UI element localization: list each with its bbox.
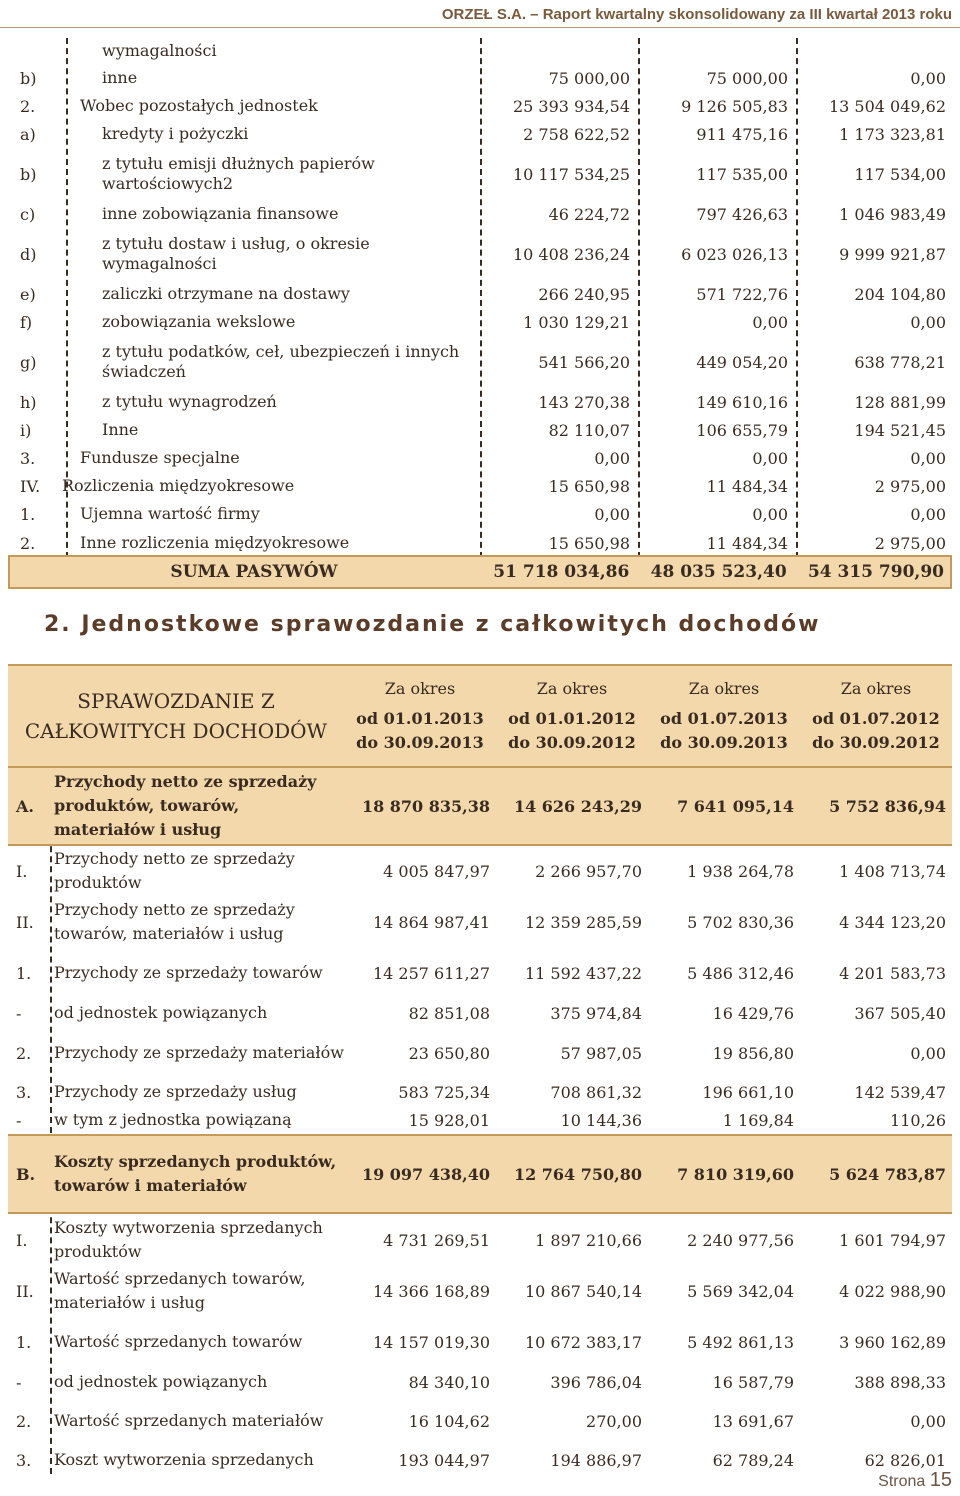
row-value-4: 367 505,40 <box>854 1003 946 1023</box>
row-name: od jednostek powiązanych <box>54 1003 268 1022</box>
table-row <box>8 1368 952 1396</box>
row-value-4: 5 752 836,94 <box>829 796 946 816</box>
row-value-4: 4 344 123,20 <box>839 912 946 932</box>
table-row <box>8 92 952 120</box>
row-label: I. <box>16 861 28 881</box>
table-row <box>8 998 952 1028</box>
row-label: 2. <box>20 96 36 116</box>
row-label: 2. <box>16 1043 32 1063</box>
row-label: - <box>16 1110 22 1130</box>
row-value-2: 911 475,16 <box>696 124 788 144</box>
report-header: ORZEŁ S.A. – Raport kwartalny skonsolidowany za III kwartał 2013 roku <box>0 0 960 30</box>
row-label: 2. <box>16 1411 32 1431</box>
row-label: 1. <box>16 963 32 983</box>
row-value-3: 5 492 861,13 <box>687 1332 794 1352</box>
row-name: od jednostek powiązanych <box>54 1372 268 1391</box>
row-name: Wobec pozostałych jednostek <box>80 96 318 115</box>
row-value-2: 0,00 <box>752 312 788 332</box>
row-value-3: 62 789,24 <box>712 1450 794 1470</box>
row-name: z tytułu wynagrodzeń <box>102 392 277 411</box>
row-value-4: 388 898,33 <box>854 1372 946 1392</box>
row-value-3: 2 240 977,56 <box>687 1230 794 1250</box>
row-label: - <box>16 1003 22 1023</box>
table-row <box>8 120 952 148</box>
row-value-3: 5 486 312,46 <box>687 963 794 983</box>
row-value-1: 46 224,72 <box>548 204 630 224</box>
row-value-1: 541 566,20 <box>538 352 630 372</box>
period-column-header: Za okres od 01.07.2013 do 30.09.2013 <box>660 679 788 752</box>
row-name: Wartość sprzedanych towarów, materiałów i usług <box>54 1269 306 1312</box>
table-row <box>8 308 952 336</box>
row-value-1: 15 650,98 <box>548 476 630 496</box>
row-value-1: 4 005 847,97 <box>383 861 490 881</box>
row-label: IV. <box>20 476 41 496</box>
row-value-2: 797 426,63 <box>696 204 788 224</box>
table-row <box>8 500 952 528</box>
row-value-3: 5 569 342,04 <box>687 1281 794 1301</box>
row-value-4: 4 022 988,90 <box>839 1281 946 1301</box>
row-name: w tym z jednostka powiązaną <box>54 1110 292 1129</box>
row-name: z tytułu podatków, ceł, ubezpieczeń i innych świadczeń <box>102 342 460 381</box>
row-name: Inne rozliczenia międzyokresowe <box>80 533 350 552</box>
row-value-2: 12 359 285,59 <box>524 912 642 932</box>
row-name: Ujemna wartość firmy <box>80 504 260 523</box>
row-label: I. <box>16 1230 28 1250</box>
row-value-2: 708 861,32 <box>550 1082 642 1102</box>
page-footer <box>878 1469 952 1492</box>
row-value-4: 62 826,01 <box>864 1450 946 1470</box>
row-value-3: 13 504 049,62 <box>828 96 946 116</box>
table-row <box>8 1028 952 1078</box>
row-name: Koszty wytworzenia sprzedanych produktów <box>54 1218 323 1261</box>
row-value-1: 583 725,34 <box>398 1082 490 1102</box>
row-label: c) <box>20 204 36 224</box>
row-value-3: 2 975,00 <box>874 533 946 553</box>
page-label: Strona <box>878 1473 926 1490</box>
row-value-3: 16 587,79 <box>712 1372 794 1392</box>
row-value-2: 10 672 383,17 <box>524 1332 642 1352</box>
row-name: Przychody ze sprzedaży materiałów <box>54 1043 344 1062</box>
table-row <box>8 64 952 92</box>
row-label: 3. <box>20 448 36 468</box>
row-value-3: 1 173 323,81 <box>839 124 946 144</box>
row-value-1: 143 270,38 <box>538 392 630 412</box>
row-value-2: 149 610,16 <box>696 392 788 412</box>
row-value-1: 0,00 <box>594 504 630 524</box>
row-value-1: 4 731 269,51 <box>383 1230 490 1250</box>
row-value-2: 0,00 <box>752 504 788 524</box>
row-value-2: 11 484,34 <box>706 476 788 496</box>
row-value-1: 14 257 611,27 <box>372 963 490 983</box>
sum-value-1: 51 718 034,86 <box>493 562 630 582</box>
table-row <box>8 336 952 388</box>
row-value-1: 15 650,98 <box>548 533 630 553</box>
row-value-3: 13 691,67 <box>712 1411 794 1431</box>
period-column-header: Za okres od 01.01.2013 do 30.09.2013 <box>356 679 484 752</box>
row-value-4: 142 539,47 <box>854 1082 946 1102</box>
row-value-3: 16 429,76 <box>712 1003 794 1023</box>
row-label: 2. <box>20 533 36 553</box>
row-label: h) <box>20 392 37 412</box>
row-name: Przychody ze sprzedaży usług <box>54 1082 297 1101</box>
row-value-1: 1 030 129,21 <box>523 312 630 332</box>
row-value-1: 266 240,95 <box>538 284 630 304</box>
row-value-1: 0,00 <box>594 448 630 468</box>
table-row <box>8 388 952 416</box>
row-value-4: 5 624 783,87 <box>829 1164 946 1184</box>
row-label: 3. <box>16 1082 32 1102</box>
table-row <box>8 1446 952 1474</box>
table-row <box>8 1316 952 1368</box>
sum-liabilities-row <box>8 555 952 589</box>
row-name: Przychody netto ze sprzedaży produktów <box>54 849 295 892</box>
row-value-1: 14 864 987,41 <box>372 912 490 932</box>
row-value-1: 82 851,08 <box>408 1003 490 1023</box>
row-name: Wartość sprzedanych towarów <box>54 1332 303 1351</box>
row-value-4: 1 408 713,74 <box>839 861 946 881</box>
period-column-header: Za okres od 01.07.2012 do 30.09.2012 <box>812 679 940 752</box>
row-name: zaliczki otrzymane na dostawy <box>102 284 350 303</box>
row-name: Przychody netto ze sprzedaży towarów, materiałów i usług <box>54 900 295 943</box>
row-value-2: 10 144,36 <box>560 1110 642 1130</box>
row-value-1: 25 393 934,54 <box>512 96 630 116</box>
table-row <box>8 766 952 846</box>
period-column-header: Za okres od 01.01.2012 do 30.09.2012 <box>508 679 636 752</box>
row-label: b) <box>20 164 37 184</box>
row-value-3: 7 641 095,14 <box>677 796 794 816</box>
row-value-2: 270,00 <box>586 1411 642 1431</box>
row-value-2: 0,00 <box>752 448 788 468</box>
table-row <box>8 280 952 308</box>
table-row <box>8 1266 952 1316</box>
row-value-4: 3 960 162,89 <box>839 1332 946 1352</box>
row-value-1: 18 870 835,38 <box>361 796 490 816</box>
row-value-2: 2 266 957,70 <box>535 861 642 881</box>
row-name: Koszt wytworzenia sprzedanych <box>54 1450 314 1469</box>
table-row <box>8 148 952 200</box>
row-value-1: 14 366 168,89 <box>372 1281 490 1301</box>
row-label: II. <box>16 1281 34 1301</box>
row-value-1: 75 000,00 <box>548 68 630 88</box>
row-value-2: 106 655,79 <box>696 420 788 440</box>
row-value-2: 6 023 026,13 <box>681 244 788 264</box>
table-row <box>8 896 952 948</box>
row-value-2: 1 897 210,66 <box>535 1230 642 1250</box>
income-table-header <box>8 664 952 766</box>
row-value-4: 0,00 <box>910 1411 946 1431</box>
row-value-2: 117 535,00 <box>696 164 788 184</box>
row-value-3: 1 938 264,78 <box>687 861 794 881</box>
row-name: kredyty i pożyczki <box>102 124 249 143</box>
table-row <box>8 200 952 228</box>
row-label: b) <box>20 68 37 88</box>
table-row <box>8 1106 952 1134</box>
row-value-1: 15 928,01 <box>408 1110 490 1130</box>
row-value-2: 75 000,00 <box>706 68 788 88</box>
row-label: d) <box>20 244 37 264</box>
table-row <box>8 444 952 472</box>
row-value-1: 193 044,97 <box>398 1450 490 1470</box>
row-label: - <box>16 1372 22 1392</box>
row-name: inne <box>102 68 138 87</box>
row-value-4: 0,00 <box>910 1043 946 1063</box>
income-statement-table <box>8 664 952 1474</box>
liabilities-table <box>8 38 952 558</box>
table-row <box>8 472 952 500</box>
row-value-3: 19 856,80 <box>712 1043 794 1063</box>
row-label: 1. <box>16 1332 32 1352</box>
row-value-4: 1 601 794,97 <box>839 1230 946 1250</box>
row-value-1: 2 758 622,52 <box>523 124 630 144</box>
row-label: e) <box>20 284 36 304</box>
row-value-4: 110,26 <box>890 1110 946 1130</box>
row-value-1: 19 097 438,40 <box>361 1164 490 1184</box>
row-value-3: 0,00 <box>910 448 946 468</box>
table-row <box>8 528 952 558</box>
row-value-1: 16 104,62 <box>408 1411 490 1431</box>
row-value-3: 0,00 <box>910 68 946 88</box>
row-label: 1. <box>20 504 36 524</box>
table-row <box>8 1078 952 1106</box>
row-value-1: 82 110,07 <box>548 420 630 440</box>
row-value-2: 12 764 750,80 <box>513 1164 642 1184</box>
row-label: i) <box>20 420 32 440</box>
row-value-2: 375 974,84 <box>550 1003 642 1023</box>
row-name: Fundusze specjalne <box>80 448 240 467</box>
row-value-3: 638 778,21 <box>854 352 946 372</box>
row-value-3: 194 521,45 <box>854 420 946 440</box>
row-value-3: 7 810 319,60 <box>677 1164 794 1184</box>
row-label: B. <box>16 1164 36 1184</box>
row-name: Rozliczenia międzyokresowe <box>62 476 295 495</box>
row-label: f) <box>20 312 33 332</box>
row-value-2: 449 054,20 <box>696 352 788 372</box>
sum-value-2: 48 035 523,40 <box>650 562 787 582</box>
row-value-3: 2 975,00 <box>874 476 946 496</box>
table-row <box>8 948 952 998</box>
sum-label: SUMA PASYWÓW <box>170 562 338 582</box>
row-value-2: 194 886,97 <box>550 1450 642 1470</box>
row-value-3: 5 702 830,36 <box>687 912 794 932</box>
income-table-title: SPRAWOZDANIE Z CAŁKOWITYCH DOCHODÓW <box>24 689 328 743</box>
table-row <box>8 228 952 280</box>
row-value-2: 10 867 540,14 <box>524 1281 642 1301</box>
row-value-3: 9 999 921,87 <box>839 244 946 264</box>
row-name: Przychody ze sprzedaży towarów <box>54 963 323 982</box>
row-value-3: 0,00 <box>910 312 946 332</box>
sum-value-3: 54 315 790,90 <box>807 562 944 582</box>
row-value-2: 57 987,05 <box>560 1043 642 1063</box>
page-number: 15 <box>929 1469 952 1491</box>
row-value-3: 1 046 983,49 <box>839 204 946 224</box>
row-value-1: 10 117 534,25 <box>512 164 630 184</box>
row-name: wymagalności <box>102 41 217 60</box>
row-value-3: 196 661,10 <box>702 1082 794 1102</box>
row-value-3: 1 169,84 <box>722 1110 794 1130</box>
row-name: Wartość sprzedanych materiałów <box>54 1411 324 1430</box>
row-name: z tytułu emisji dłużnych papierów wartościowych2 <box>102 154 375 193</box>
row-value-2: 11 592 437,22 <box>524 963 642 983</box>
row-name: inne zobowiązania finansowe <box>102 204 339 223</box>
row-name: Koszty sprzedanych produktów, towarów i materiałów <box>54 1152 337 1195</box>
row-name: zobowiązania wekslowe <box>102 312 296 331</box>
table-row <box>8 416 952 444</box>
table-row <box>8 846 952 896</box>
row-value-1: 23 650,80 <box>408 1043 490 1063</box>
row-value-2: 571 722,76 <box>696 284 788 304</box>
row-value-3: 0,00 <box>910 504 946 524</box>
row-label: a) <box>20 124 36 144</box>
row-value-3: 204 104,80 <box>854 284 946 304</box>
table-row <box>8 1214 952 1266</box>
row-label: 3. <box>16 1450 32 1470</box>
row-label: II. <box>16 912 34 932</box>
row-value-4: 4 201 583,73 <box>839 963 946 983</box>
row-value-1: 84 340,10 <box>408 1372 490 1392</box>
row-value-1: 10 408 236,24 <box>512 244 630 264</box>
section-title: 2. Jednostkowe sprawozdanie z całkowitych dochodów <box>44 612 821 637</box>
row-label: g) <box>20 352 37 372</box>
table-row <box>8 1396 952 1446</box>
row-value-3: 128 881,99 <box>854 392 946 412</box>
table-row <box>8 1134 952 1214</box>
row-value-1: 14 157 019,30 <box>372 1332 490 1352</box>
row-name: Przychody netto ze sprzedaży produktów, towarów, materiałów i usług <box>54 772 317 839</box>
row-value-2: 9 126 505,83 <box>681 96 788 116</box>
row-value-2: 11 484,34 <box>706 533 788 553</box>
row-name: Inne <box>102 420 139 439</box>
row-value-3: 117 534,00 <box>854 164 946 184</box>
row-value-2: 14 626 243,29 <box>513 796 642 816</box>
row-name: z tytułu dostaw i usług, o okresie wymagalności <box>102 234 370 273</box>
table-row <box>8 38 952 64</box>
row-label: A. <box>16 796 34 816</box>
row-value-2: 396 786,04 <box>550 1372 642 1392</box>
